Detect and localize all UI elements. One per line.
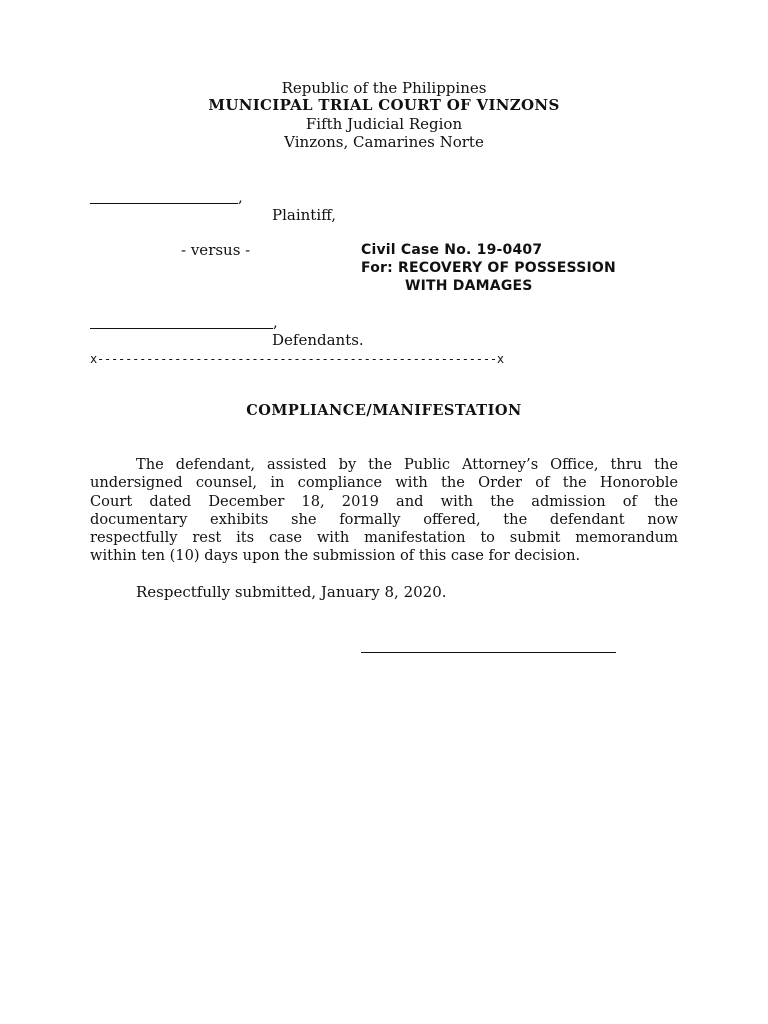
case-nature-line1: For: RECOVERY OF POSSESSION — [361, 260, 616, 276]
defendant-name-blank — [90, 328, 273, 329]
court-name: MUNICIPAL TRIAL COURT OF VINZONS — [208, 96, 560, 114]
body-line: within ten (10) days upon the submission of this case for decision. — [90, 547, 581, 565]
body-line: The defendant, assisted by the Public Attorney’s Office, thru the — [136, 456, 678, 473]
plaintiff-name-blank — [90, 203, 238, 204]
closing-statement: Respectfully submitted, January 8, 2020. — [136, 583, 447, 601]
body-paragraph — [90, 456, 678, 566]
region-line: Fifth Judicial Region — [305, 115, 463, 133]
signature-line — [361, 652, 616, 653]
case-nature-line2: WITH DAMAGES — [405, 278, 533, 294]
defendant-label: Defendants. — [272, 331, 364, 349]
plaintiff-label: Plaintiff, — [272, 206, 337, 224]
body-line: Court dated December 18, 2019 and with the admission of the — [90, 492, 678, 510]
location-line: Vinzons, Camarines Norte — [284, 133, 484, 151]
body-line: undersigned counsel, in compliance with the Order of the Honoroble — [90, 474, 678, 492]
body-line: respectfully rest its case with manifestation to submit memorandum — [90, 529, 678, 547]
plaintiff-comma: , — [238, 188, 243, 206]
body-line: documentary exhibits she formally offered, the defendant now — [90, 510, 678, 528]
defendant-comma: , — [273, 313, 278, 331]
versus-label: - versus - — [181, 241, 251, 259]
document-title: COMPLIANCE/MANIFESTATION — [246, 402, 522, 419]
case-number: Civil Case No. 19-0407 — [361, 242, 543, 258]
republic-line: Republic of the Philippines — [281, 79, 487, 97]
caption-separator: x---------------------------------------------------------x — [90, 352, 504, 366]
